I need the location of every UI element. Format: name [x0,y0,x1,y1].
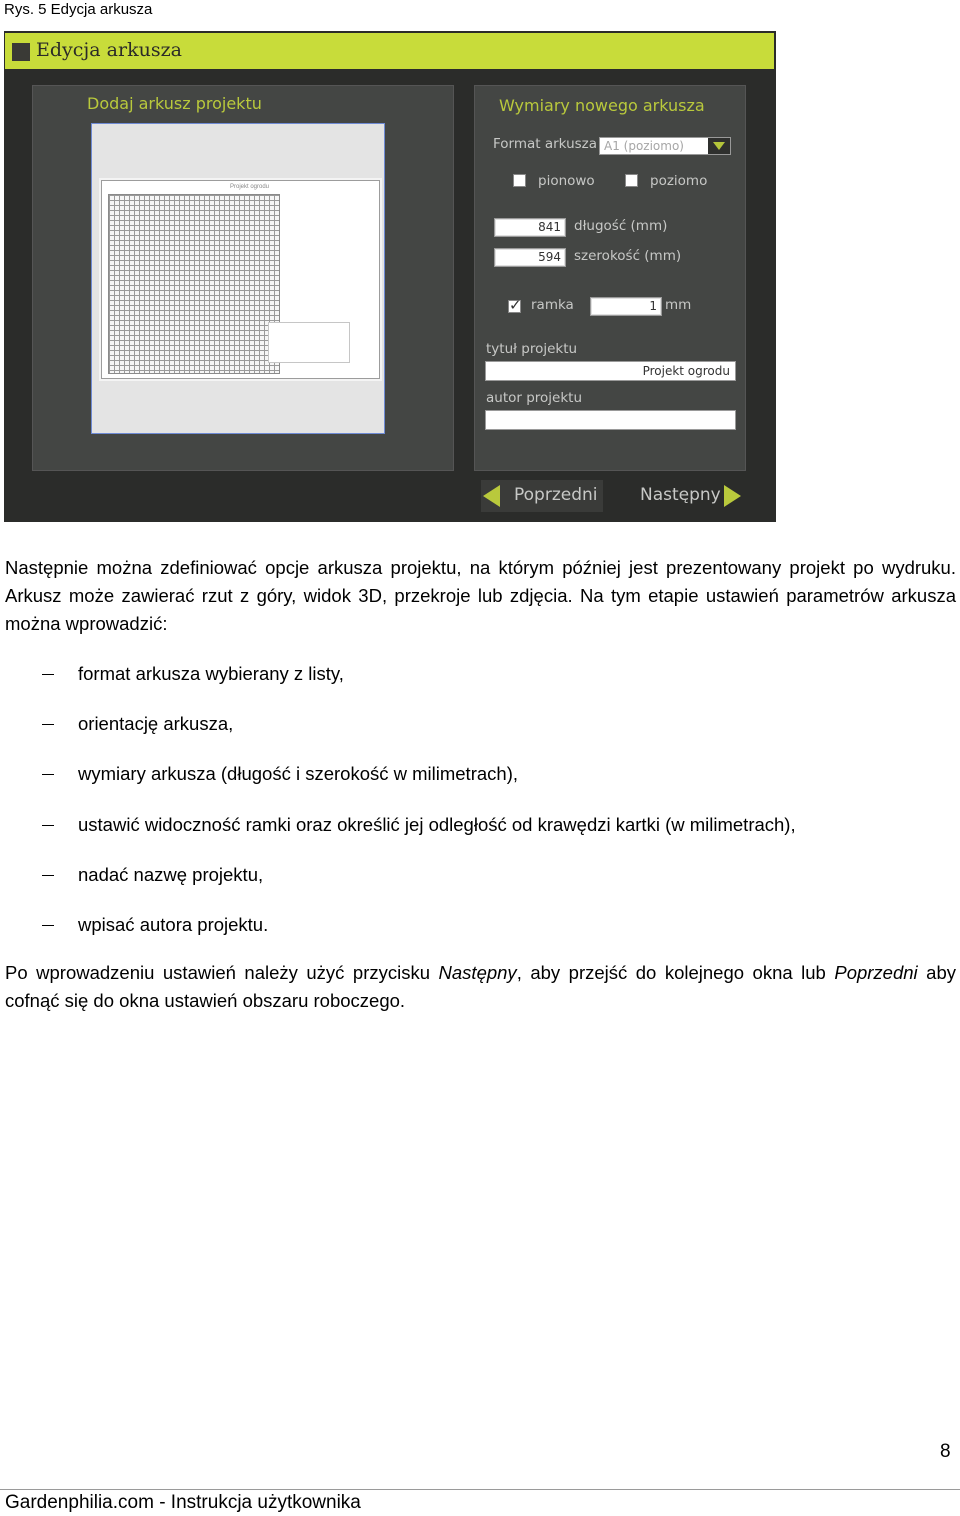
length-label: długość (mm) [574,218,668,234]
app-window [4,31,776,522]
page-number: 8 [940,1441,951,1462]
frame-checkbox[interactable] [508,300,521,313]
title-value: Projekt ogrodu [642,364,730,378]
window-square-icon [12,43,30,61]
add-sheet-panel [32,85,454,471]
author-input[interactable] [485,410,736,430]
frame-unit: mm [665,297,692,313]
sheet-dimensions-panel [474,85,746,471]
dimensions-heading: Wymiary nowego arkusza [499,96,705,115]
sheet-grid-plan [108,194,280,374]
outro-paragraph: Po wprowadzeniu ustawień należy użyć przycisku Następny, aby przejść do kolejnego okna lub Poprzedni aby cofnąć się do okna ustawień obszaru roboczego. [5,962,957,1011]
arrow-left-icon [483,485,500,507]
frame-input[interactable] [590,297,662,316]
portrait-label: pionowo [538,173,595,189]
title-bar [5,33,774,69]
sheet-preview-title: Projekt ogrodu [230,184,270,190]
dash-bullet [42,825,54,826]
frame-label: ramka [531,297,574,313]
landscape-label: poziomo [650,173,708,189]
portrait-checkbox[interactable] [513,174,526,187]
length-value: 841 [538,220,561,234]
intro-paragraph: Następnie można zdefiniować opcje arkusza projektu, na którym później jest prezentowany projekt po wydruku. Arkusz może zawierać rzut z góry, widok 3D, przekroje lub zdjęcia. Na tym etapie ustawień parametrów arkusza można wprowadzić: [5,557,956,634]
previous-button-label: Poprzedni [514,485,598,505]
previous-button[interactable] [481,480,603,512]
title-label: tytuł projektu [486,341,578,357]
dash-bullet [42,724,54,725]
add-sheet-heading: Dodaj arkusz projektu [87,94,262,113]
arrow-right-icon [724,485,741,507]
dash-bullet [42,875,54,876]
dash-bullet [42,925,54,926]
next-emphasis: Następny [438,962,517,983]
footer-divider [0,1489,960,1490]
dash-bullet [42,674,54,675]
landscape-checkbox[interactable] [625,174,638,187]
format-select[interactable] [599,137,731,155]
width-label: szerokość (mm) [574,248,682,264]
format-label: Format arkusza [493,136,598,152]
sheet-title-block [268,322,350,363]
author-label: autor projektu [486,390,583,406]
previous-emphasis: Poprzedni [834,962,918,983]
title-input[interactable] [485,361,736,381]
sheet-preview [101,180,380,379]
length-input[interactable] [494,218,566,237]
sheet-preview-area[interactable] [91,123,385,434]
width-value: 594 [538,250,561,264]
width-input[interactable] [494,248,566,267]
frame-value: 1 [649,299,657,313]
page-footer: Gardenphilia.com - Instrukcja użytkownika [5,1492,361,1513]
window-title: Edycja arkusza [36,39,182,61]
dash-bullet [42,774,54,775]
format-select-value: A1 (poziomo) [604,139,684,153]
chevron-down-icon[interactable] [708,138,730,154]
next-button[interactable] [634,480,746,512]
next-button-label: Następny [640,485,721,505]
figure-caption: Rys. 5 Edycja arkusza [4,1,153,18]
